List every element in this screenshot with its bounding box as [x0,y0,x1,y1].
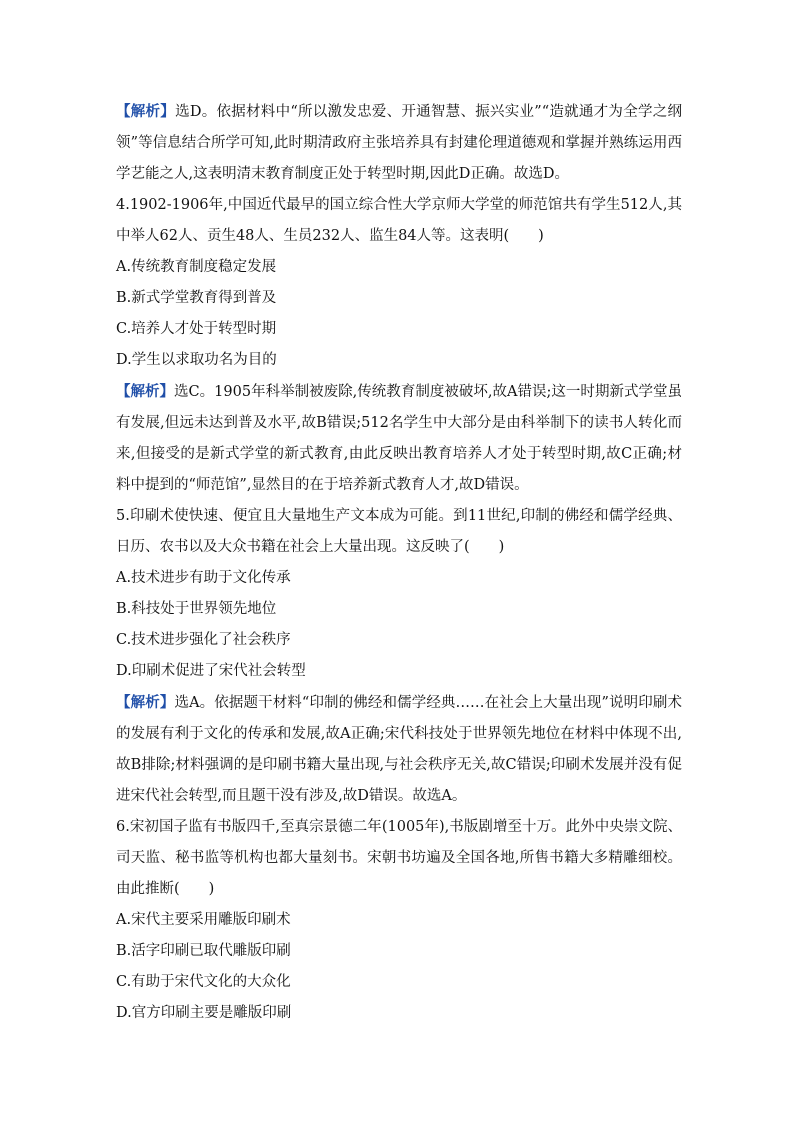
analysis-label: 【解析】 [116,383,175,400]
question-5-option-d: D.印刷术促进了宋代社会转型 [116,663,306,679]
analysis-paragraph [116,687,682,812]
question-4-option-a: A.传统教育制度稳定发展 [116,259,277,275]
question-4-option-c: C.培养人才处于转型时期 [116,321,277,337]
question-6-option-d: D.官方印刷主要是雕版印刷 [116,1005,292,1021]
question-6-option-a: A.宋代主要采用雕版印刷术 [116,912,291,928]
question-5-option-c: C.技术进步强化了社会秩序 [116,632,291,648]
analysis-paragraph [116,96,682,190]
question-5-option-a: A.技术进步有助于文化传承 [116,570,291,586]
analysis-text: 选D。依据材料中“所以激发忠爱、开通智慧、振兴实业”“造就通才为全学之纲领”等信息结合所学可知,此时期清政府主张培养具有封建伦理道德观和掌握并熟练运用西学艺能之人,这表明清末教育制度正处于转型时期,因此D正确。故选D。 [116,104,682,182]
question-5-stem: 5.印刷术使快速、便宜且大量地生产文本成为可能。到11世纪,印制的佛经和儒学经典、日历、农书以及大众书籍在社会上大量出现。这反映了( ) [116,508,682,555]
analysis-label: 【解析】 [116,103,176,120]
question-5-option-b: B.科技处于世界领先地位 [116,601,277,617]
analysis-text: 选A。依据题干材料“印制的佛经和儒学经典……在社会上大量出现”说明印刷术的发展有利于文化的传承和发展,故A正确;宋代科技处于世界领先地位在材料中体现不出,故B排除;材料强调的是印刷书籍大量出现,与社会秩序无关,故C错误;印刷术发展并没有促进宋代社会转型,而且题干没有涉及,故D错误。故选A。 [116,695,683,804]
question-6-stem: 6.宋初国子监有书版四千,至真宗景德二年(1005年),书版剧增至十万。此外中央崇文院、司天监、秘书监等机构也都大量刻书。宋朝书坊遍及全国各地,所售书籍大多精雕细校。由此推断( ) [116,819,682,897]
question-4-option-b: B.新式学堂教育得到普及 [116,290,277,306]
analysis-paragraph [116,376,682,501]
question-4-option-d: D.学生以求取功名为目的 [116,352,277,368]
question-6-option-b: B.活字印刷已取代雕版印刷 [116,943,291,959]
question-6-option-c: C.有助于宋代文化的大众化 [116,974,291,990]
analysis-text: 选C。1905年科举制被废除,传统教育制度被破坏,故A错误;这一时期新式学堂虽有发展,但远未达到普及水平,故B错误;512名学生中大部分是由科举制下的读书人转化而来,但接受的是新式学堂的新式教育,由此反映出教育培养人才处于转型时期,故C正确;材料中提到的“师范馆”,显然目的在于培养新式教育人才,故D错误。 [116,384,682,493]
question-4-stem: 4.1902-1906年,中国近代最早的国立综合性大学京师大学堂的师范馆共有学生512人,其中举人62人、贡生48人、生员232人、监生84人等。这表明( ) [116,197,682,244]
document-content [116,96,682,1029]
analysis-label: 【解析】 [116,694,175,711]
